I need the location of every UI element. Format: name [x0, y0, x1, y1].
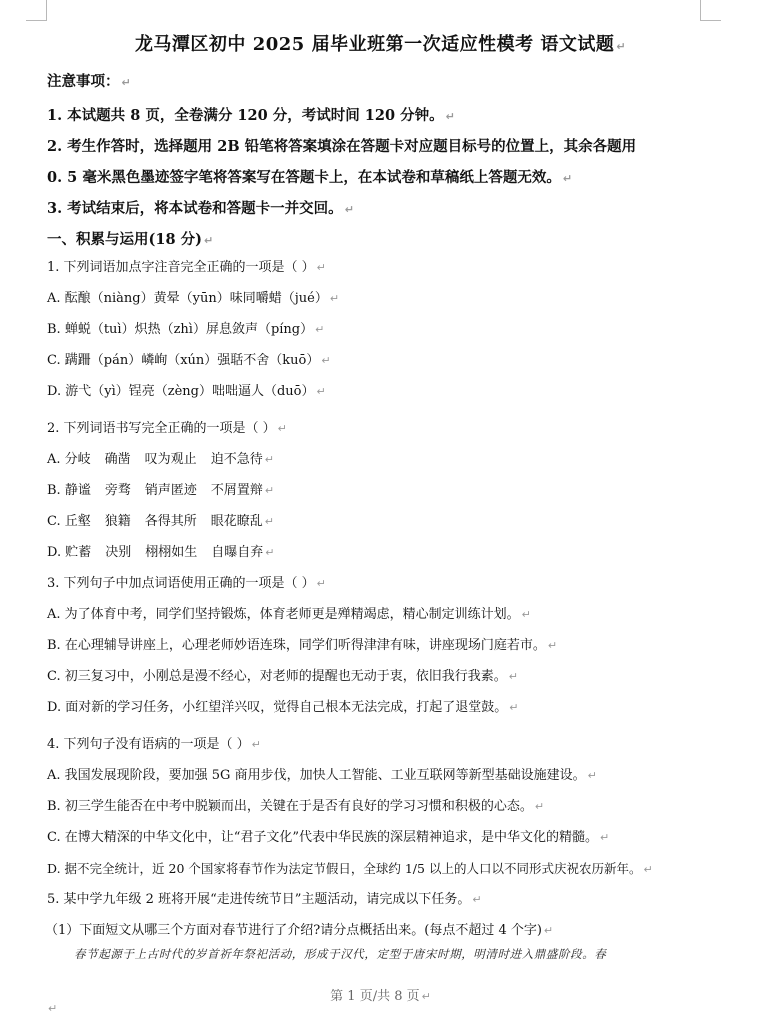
- option-a: A. 分岐 确凿 叹为观止 迫不急待 ↵: [47, 452, 274, 467]
- question-stem: 4. 下列句子没有语病的一项是（ ） ↵: [47, 737, 261, 752]
- notice-item-3: 3. 考试结束后，将本试卷和答题卡一并交回。 ↵: [47, 200, 354, 217]
- reading-passage: 春节起源于上古时代的岁首祈年祭祀活动，形成于汉代，定型于唐宋时期，明清时进入鼎盛阶段。春: [74, 947, 607, 961]
- notice-item-1: 1. 本试题共 8 页，全卷满分 120 分，考试时间 120 分钟。 ↵: [47, 107, 455, 124]
- question-2: [47, 419, 727, 574]
- option-d: D. 贮蓄 决别 栩栩如生 自曝自弃 ↵: [47, 545, 275, 560]
- question-3: [47, 574, 727, 729]
- crop-mark-top-left: [26, 0, 47, 21]
- question-stem: 5. 某中学九年级 2 班将开展“走进传统节日”主题活动，请完成以下任务。 ↵: [47, 892, 482, 907]
- option-c: C. 初三复习中，小刚总是漫不经心，对老师的提醒也无动于衷，依旧我行我素。 ↵: [47, 669, 518, 684]
- option-c: C. 丘壑 狼籍 各得其所 眼花瞭乱 ↵: [47, 514, 275, 529]
- question-stem: 3. 下列句子中加点词语使用正确的一项是（ ） ↵: [47, 576, 326, 591]
- question-5: [47, 890, 727, 952]
- option-d: D. 据不完全统计，近 20 个国家将春节作为法定节假日，全球约 1/5 以上的人口以不同形式庆祝农历新年。 ↵: [47, 861, 653, 876]
- option-a: A. 为了体育中考，同学们坚持锻炼，体育老师更是殚精竭虑，精心制定训练计划。 ↵: [47, 607, 531, 622]
- paragraph-mark: ↵: [48, 1002, 58, 1015]
- question-stem: 1. 下列词语加点字注音完全正确的一项是（ ） ↵: [47, 260, 326, 275]
- option-b: B. 初三学生能否在中考中脱颖而出，关键在于是否有良好的学习习惯和积极的心态。 ↵: [47, 799, 545, 814]
- option-d: D. 面对新的学习任务，小红望洋兴叹，觉得自己根本无法完成，打起了退堂鼓。 ↵: [47, 700, 519, 715]
- option-b: B. 蝉蜕（tuì）炽热（zhì）屏息敛声（píng） ↵: [47, 322, 325, 337]
- question-4: [47, 735, 727, 890]
- question-1: [47, 258, 727, 413]
- option-a: A. 我国发展现阶段，要加强 5G 商用步伐，加快人工智能、工业互联网等新型基础设施建设。 ↵: [47, 768, 597, 783]
- questions: [47, 258, 727, 952]
- option-b: B. 静谧 旁骛 销声匿迹 不屑置辩 ↵: [47, 483, 275, 498]
- exam-title: 龙马潭区初中 2025 届毕业班第一次适应性模考 语文试题 ↵: [134, 34, 627, 55]
- option-a: A. 酝酿（niàng）黄晕（yūn）味同嚼蜡（jué） ↵: [47, 291, 340, 306]
- notice-item-2: 2. 考生作答时，选择题用 2B 铅笔将答案填涂在答题卡对应题目标号的位置上，其余各题用: [47, 138, 637, 155]
- crop-mark-top-right: [700, 0, 721, 21]
- option-c: C. 蹒跚（pán）嶙峋（xún）强聒不舍（kuō） ↵: [47, 353, 331, 368]
- notice-heading: 注意事项： ↵: [47, 73, 131, 90]
- question-5-subtask-1: （1）下面短文从哪三个方面对春节进行了介绍?请分点概括出来。(每点不超过 4 个字) ↵: [45, 923, 554, 938]
- option-c: C. 在博大精深的中华文化中，让“君子文化”代表中华民族的深层精神追求，是中华文化的精髓。 ↵: [47, 830, 610, 845]
- option-d: D. 游弋（yì）锃亮（zèng）咄咄逼人（duō） ↵: [47, 384, 326, 399]
- option-b: B. 在心理辅导讲座上，心理老师妙语连珠，同学们听得津津有味，讲座现场门庭若市。 ↵: [47, 638, 558, 653]
- notice-item-2-cont: 0. 5 毫米黑色墨迹签字笔将答案写在答题卡上，在本试卷和草稿纸上答题无效。 ↵: [47, 169, 573, 186]
- question-stem: 2. 下列词语书写完全正确的一项是（ ） ↵: [47, 421, 287, 436]
- page-footer: 第 1 页/共 8 页 ↵: [330, 989, 431, 1004]
- section-heading-1: 一、积累与运用(18 分) ↵: [47, 231, 214, 248]
